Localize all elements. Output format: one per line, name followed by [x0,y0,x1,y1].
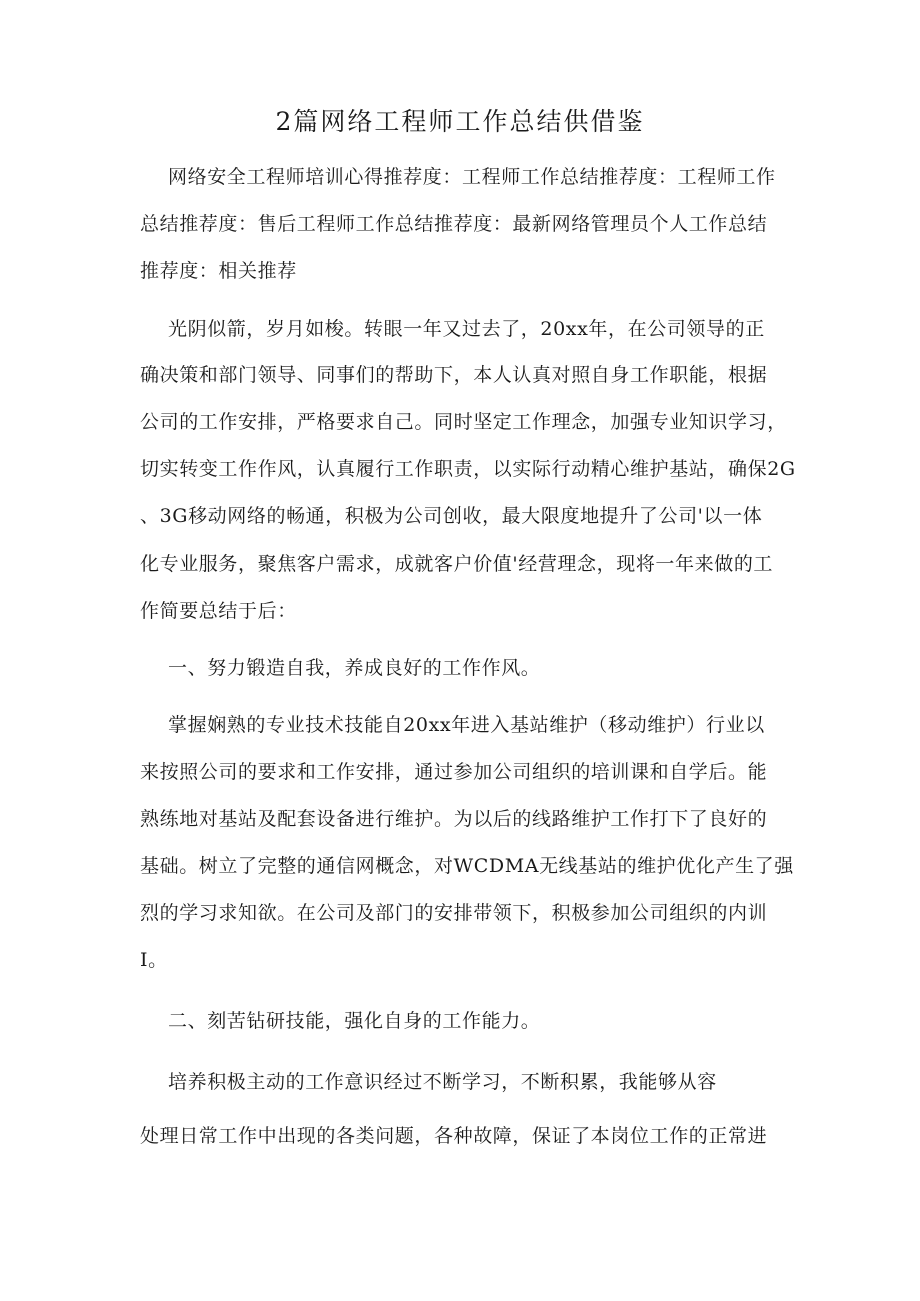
paragraph-line: 烈的学习求知欲。在公司及部门的安排带领下，积极参加公司组织的内训 [140,902,768,924]
paragraph-line: 作简要总结于后： [140,600,297,622]
paragraph-line: 培养积极主动的工作意识经过不断学习，不断积累，我能够从容 [168,1071,717,1093]
paragraph-line: 总结推荐度：售后工程师工作总结推荐度：最新网络管理员个人工作总结 [140,213,768,235]
paragraph-line: 来按照公司的要求和工作安排，通过参加公司组织的培训课和自学后。能 [140,761,768,783]
paragraph-line: 光阴似箭，岁月如梭。转眼一年又过去了，20xx年，在公司领导的正 [168,318,765,340]
paragraph-line: 掌握娴熟的专业技术技能自20xx年进入基站维护（移动维护）行业以 [168,714,765,736]
paragraph-line: 公司的工作安排，严格要求自己。同时坚定工作理念，加强专业知识学习， [140,411,787,433]
paragraph-line: 化专业服务，聚焦客户需求，成就客户价值'经营理念，现将一年来做的工 [140,553,774,575]
section-heading: 一、努力锻造自我，养成良好的工作作风。 [168,657,541,679]
paragraph-line: 处理日常工作中出现的各类问题，各种故障，保证了本岗位工作的正常进 [140,1125,768,1147]
paragraph-line: 网络安全工程师培训心得推荐度：工程师工作总结推荐度：工程师工作 [168,166,776,188]
document-title: 2篇网络工程师工作总结供借鉴 [275,107,645,136]
paragraph-line: I。 [140,949,168,971]
section-heading: 二、刻苦钻研技能，强化自身的工作能力。 [168,1010,541,1032]
paragraph-line: 熟练地对基站及配套设备进行维护。为以后的线路维护工作打下了良好的 [140,808,768,830]
paragraph-line: 切实转变工作作风，认真履行工作职责，以实际行动精心维护基站，确保2G [140,458,796,480]
paragraph-line: 确决策和部门领导、同事们的帮助下，本人认真对照自身工作职能，根据 [140,364,768,386]
paragraph-line: 、3G移动网络的畅通，积极为公司创收，最大限度地提升了公司'以一体 [140,505,763,527]
paragraph-line: 基础。树立了完整的通信网概念，对WCDMA无线基站的维护优化产生了强 [140,855,794,877]
paragraph-line: 推荐度：相关推荐 [140,260,297,282]
